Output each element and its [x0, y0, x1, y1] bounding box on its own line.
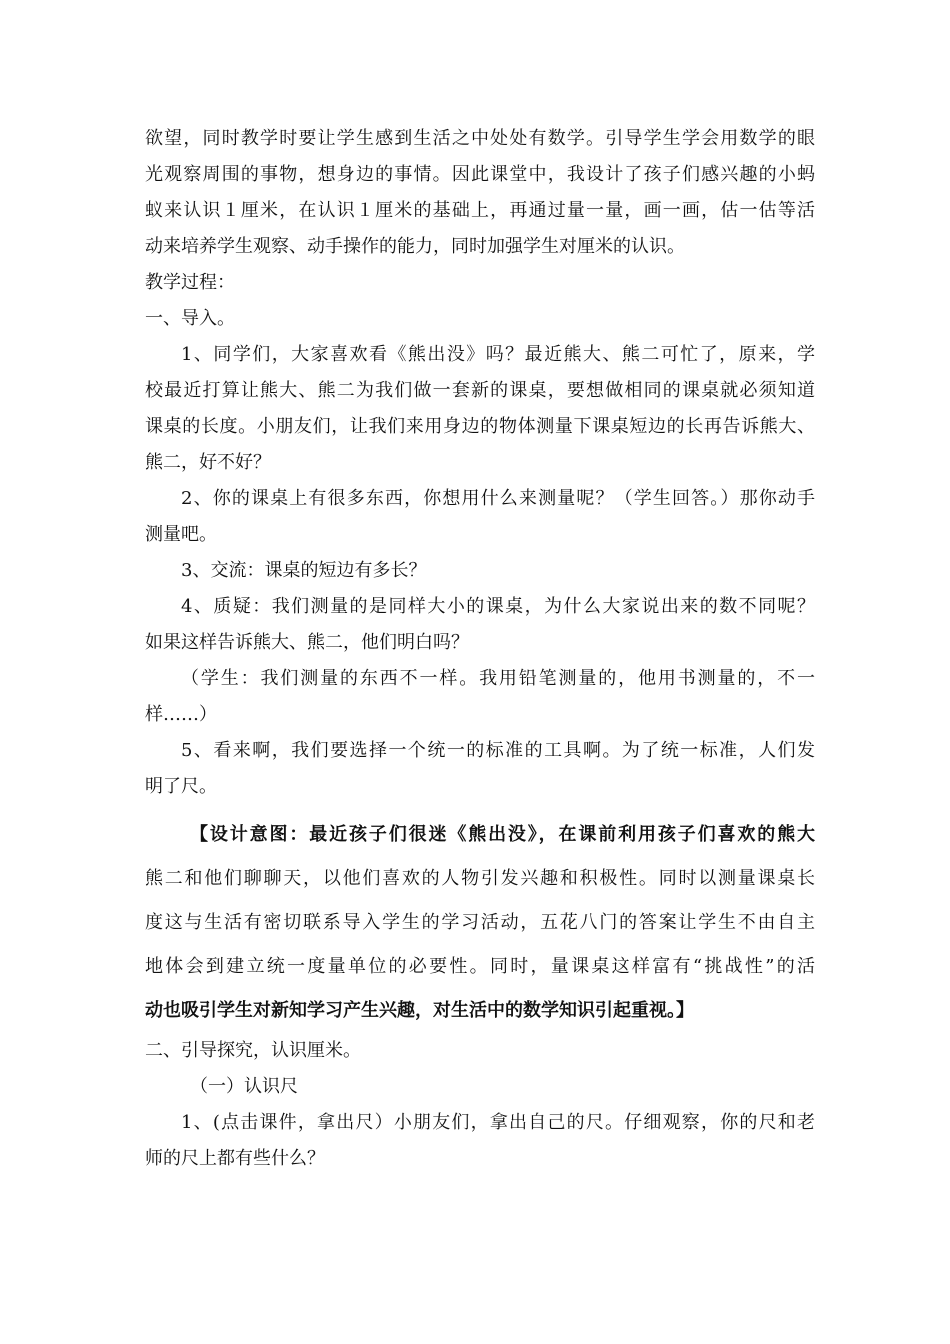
text-line: 师的尺上都有些什么？	[145, 1148, 325, 1169]
text-line: 校最近打算让熊大、熊二为我们做一套新的课桌，要想做相同的课桌就必须知道	[145, 380, 815, 401]
intro-paragraph	[145, 121, 815, 265]
text-line: 测量吧。	[145, 524, 217, 545]
design-intent-paragraph	[145, 813, 815, 1033]
text-line: 【设计意图：最近孩子们很迷《熊出没》，在课前利用孩子们喜欢的熊大	[190, 824, 815, 845]
text-line: 欲望，同时教学时要让学生感到生活之中处处有数学。引导学生学会用数学的眼	[145, 128, 815, 149]
text-line: 1、(点击课件，拿出尺）小朋友们，拿出自己的尺。仔细观察，你的尺和老	[181, 1112, 815, 1133]
text-line: 5、看来啊，我们要选择一个统一的标准的工具啊。为了统一标准，人们发	[181, 740, 815, 761]
document-body	[145, 121, 815, 1177]
text-line: 如果这样告诉熊大、熊二，他们明白吗？	[145, 632, 469, 653]
process-heading: 教学过程：	[145, 272, 235, 293]
step-2-paragraph	[145, 481, 815, 553]
text-line: 熊二，好不好？	[145, 452, 271, 473]
text-line: 动来培养学生观察、动手操作的能力，同时加强学生对厘米的认识。	[145, 236, 685, 257]
text-line: 课桌的长度。小朋友们，让我们来用身边的物体测量下课桌短边的长再告诉熊大、	[145, 416, 815, 437]
sub-step-1-paragraph	[145, 1105, 815, 1177]
section-2-heading: 二、引导探究，认识厘米。	[145, 1040, 361, 1061]
step-5-paragraph	[145, 733, 815, 805]
step-3-paragraph: 3、交流：课桌的短边有多长？	[181, 560, 427, 581]
step-1-paragraph	[145, 337, 815, 481]
student-answer-paragraph	[145, 661, 815, 733]
subsection-1-heading: （一）认识尺	[190, 1076, 298, 1097]
text-line: 1、同学们，大家喜欢看《熊出没》吗？最近熊大、熊二可忙了，原来，学	[181, 344, 815, 365]
text-line: 度这与生活有密切联系导入学生的学习活动，五花八门的答案让学生不由自主	[145, 912, 815, 933]
text-line: 明了尺。	[145, 776, 217, 797]
text-line: 蚁来认识１厘米，在认识１厘米的基础上，再通过量一量，画一画，估一估等活	[145, 200, 815, 221]
step-4-paragraph	[145, 589, 815, 661]
text-line: 光观察周围的事物，想身边的事情。因此课堂中，我设计了孩子们感兴趣的小蚂	[145, 164, 815, 185]
text-line: （学生：我们测量的东西不一样。我用铅笔测量的，他用书测量的，不一	[181, 668, 815, 689]
text-line: 熊二和他们聊聊天，以他们喜欢的人物引发兴趣和积极性。同时以测量课桌长	[145, 868, 815, 889]
text-line: 动也吸引学生对新知学习产生兴趣，对生活中的数学知识引起重视。】	[145, 1000, 694, 1021]
text-line: 地体会到建立统一度量单位的必要性。同时，量课桌这样富有“挑战性”的活	[145, 956, 815, 977]
text-line: 4、质疑：我们测量的是同样大小的课桌，为什么大家说出来的数不同呢？	[181, 596, 815, 617]
section-1-heading: 一、导入。	[145, 308, 235, 329]
text-line: 2、你的课桌上有很多东西，你想用什么来测量呢？（学生回答。）那你动手	[181, 488, 815, 509]
text-line: 样……）	[145, 704, 217, 725]
